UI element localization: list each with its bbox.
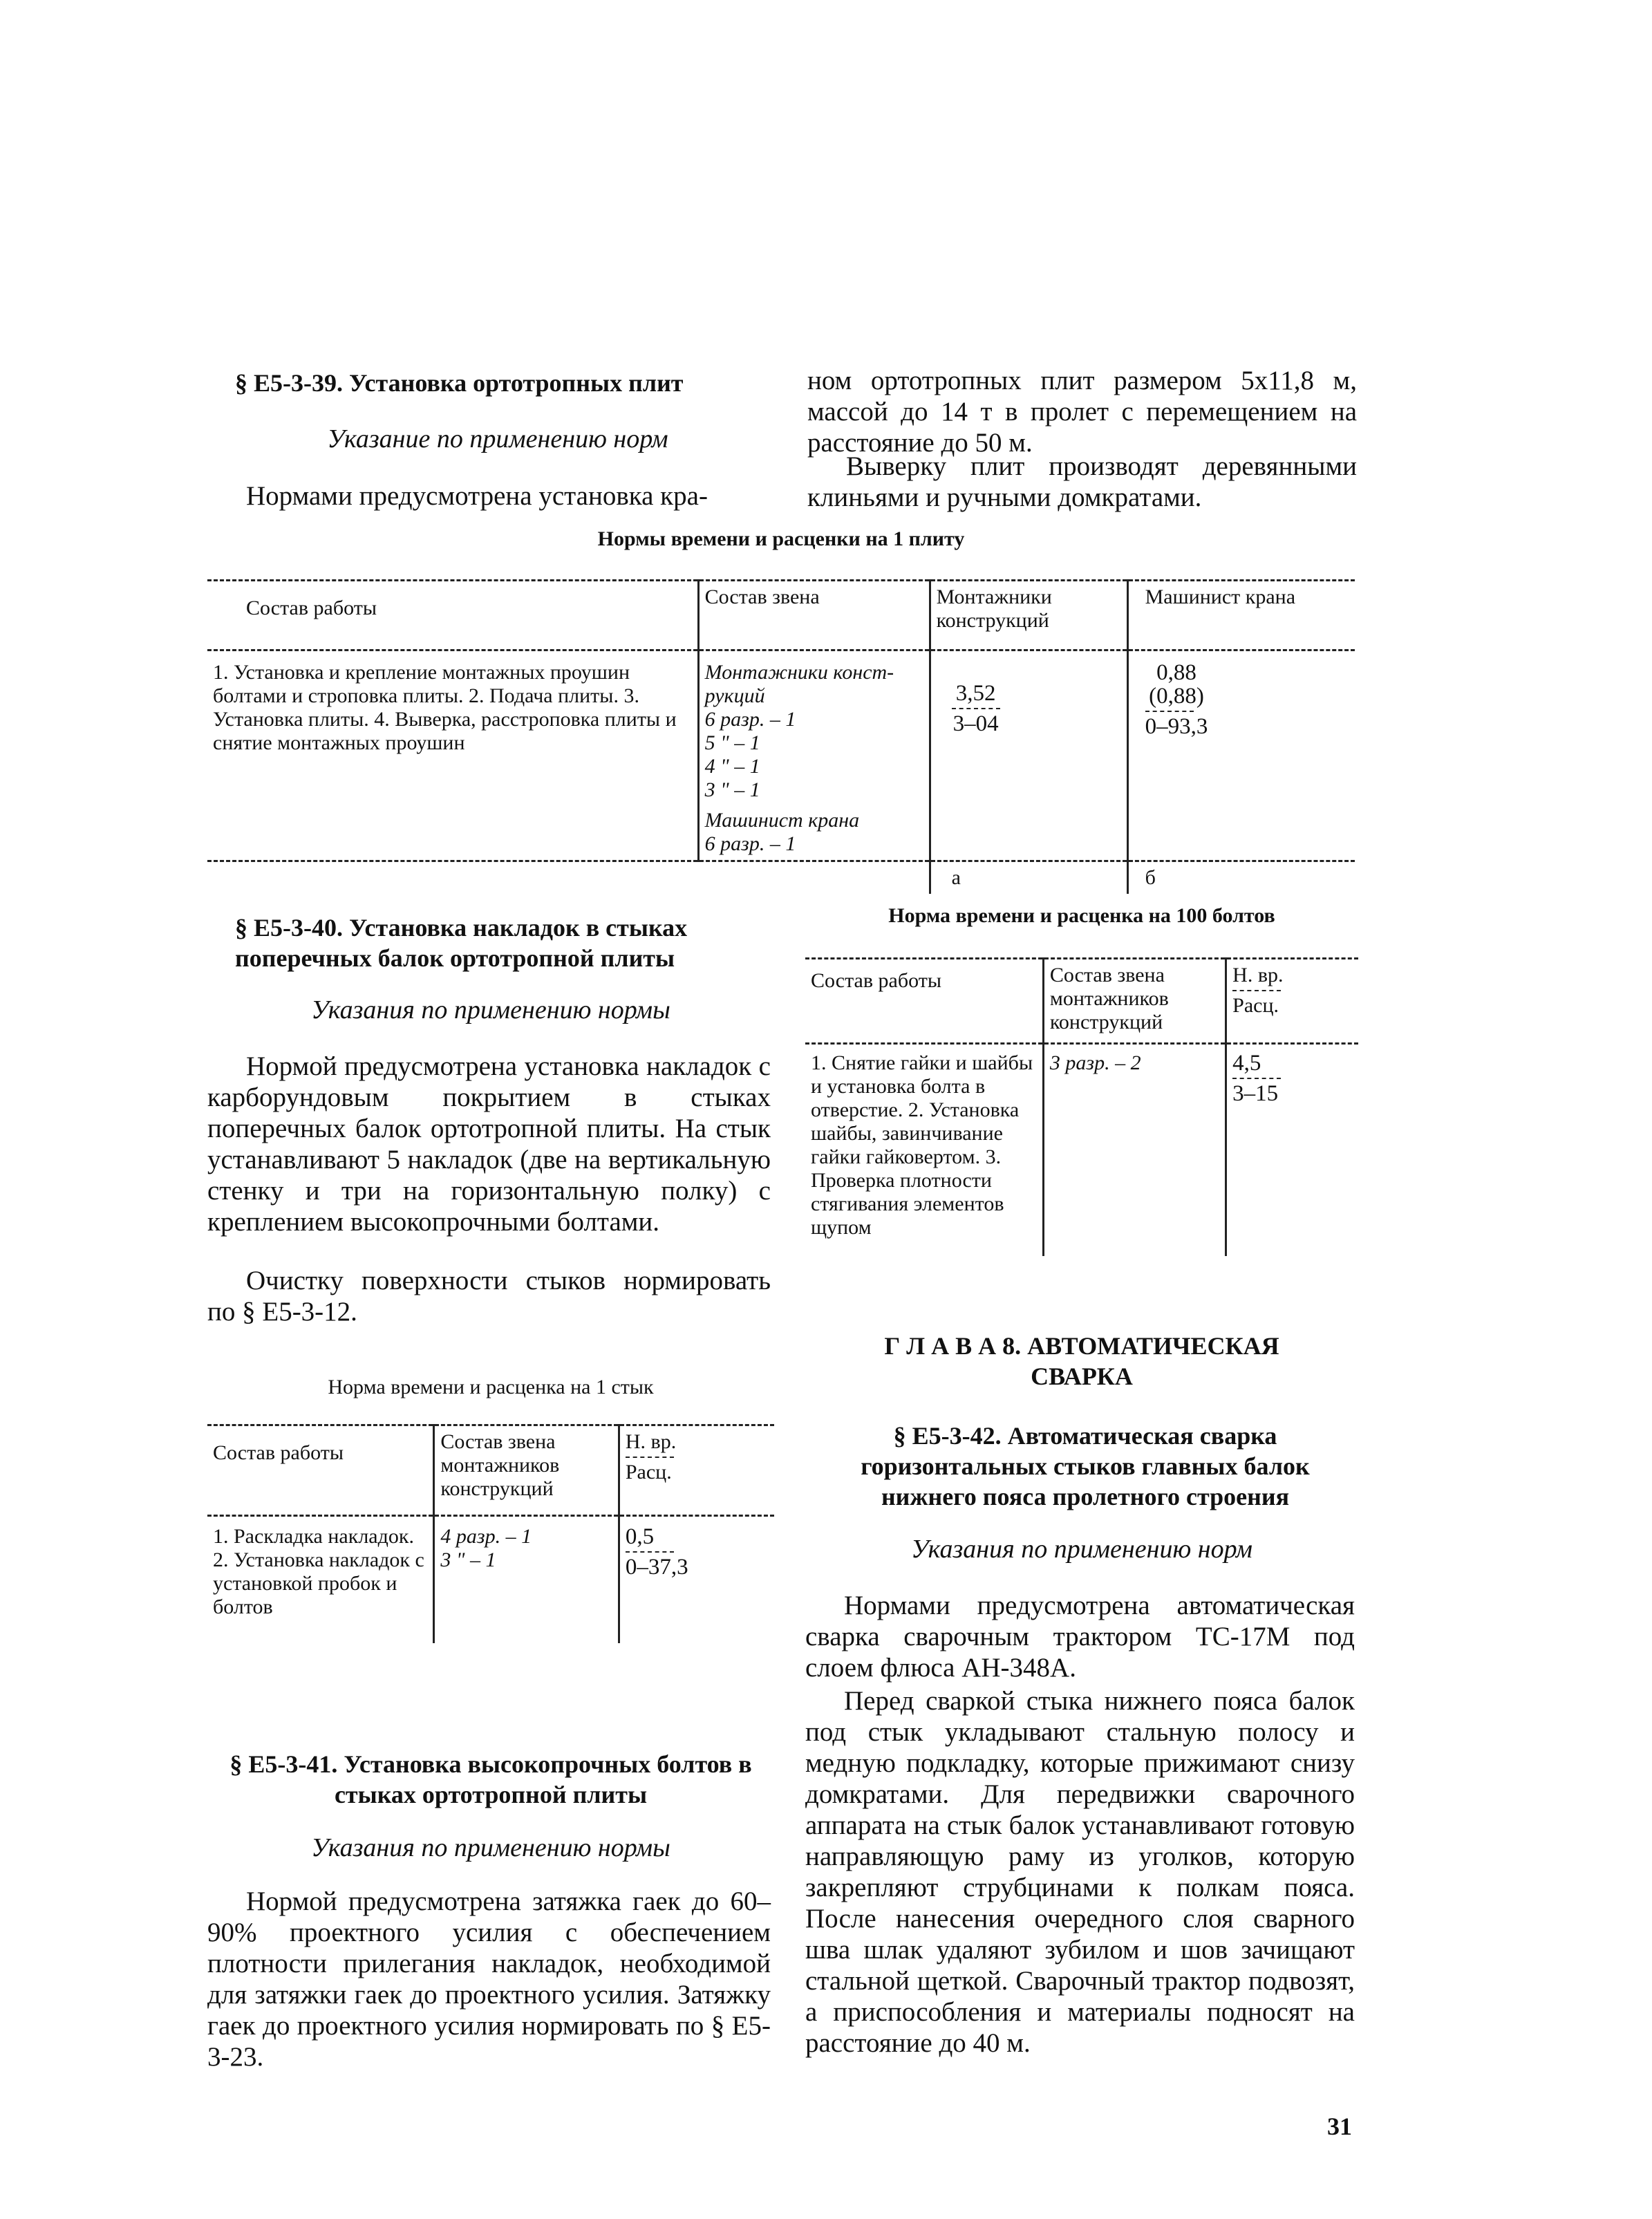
col-a-bottom: 3–04 [952, 711, 999, 736]
table-row [805, 1044, 1358, 1257]
section-39-table-caption: Нормы времени и расценки на 1 плиту [597, 527, 965, 550]
table-header-cell: Состав звена монтажников конструкций [1043, 959, 1226, 1044]
nvr-value: 0,5 [625, 1524, 655, 1549]
section-40-table-caption: Норма времени и расценка на 1 стык [328, 1376, 654, 1398]
rasc-value: 3–15 [1232, 1081, 1279, 1106]
work-description: 1. Установка и крепление монтажных проушин болтами и строповка плиты. 2. Подача плиты. 3. Установка плиты. 4. Выверка, расстроповка плиты и снятие монтажных проушин [207, 650, 698, 861]
crew-list [434, 1516, 619, 1644]
work-description: 1. Раскладка накладок. 2. Установка накладок с установкой пробок и болтов [207, 1516, 434, 1644]
crew-line: 6 разр. – 1 [704, 832, 796, 855]
section-39-paragraph-2: Выверку плит производят деревянными клиньями и ручными домкратами. [807, 451, 1357, 512]
col-a-label: а [930, 861, 1127, 895]
crew-line: Машинист крана [704, 809, 860, 832]
table-label-row [207, 861, 1355, 895]
crew-line: Монтажники конст-рукций [704, 661, 894, 707]
col-a-top: 3,52 [955, 681, 996, 706]
section-40-paragraph-2: Очистку поверхности стыков нормировать по § Е5-3-12. [207, 1266, 771, 1327]
header-rasc: Расц. [625, 1461, 672, 1483]
table-header-cell: Состав звена [698, 581, 930, 650]
col-b-top: 0,88 [1156, 660, 1196, 685]
section-42-subtitle: Указания по применению норм [911, 1535, 1252, 1564]
crew-line: 3 " – 1 [704, 778, 760, 801]
norm-values [1226, 1044, 1358, 1257]
section-40-title: § Е5-3-40. Установка накладок в стыках поперечных балок ортотропной плиты [235, 914, 688, 972]
table-header-cell [619, 1425, 774, 1516]
header-rasc: Расц. [1232, 994, 1279, 1017]
section-41-paragraph-1: Нормой предусмотрена затяжка гаек до 60–90% проектного усилия с обеспечением плотности прилегания накладок, необходимой для затяжки гаек до проектного усилия. Затяжку гаек до проектного усилия нормировать по § Е5-3-23. [207, 1886, 771, 2072]
section-39-table [207, 579, 1355, 894]
table-header-row [805, 959, 1358, 1044]
col-b-top2: (0,88) [1149, 684, 1204, 709]
table-header-row [207, 581, 1355, 650]
chapter-title: Г Л А В А 8. АВТОМАТИЧЕСКАЯ СВАРКА [884, 1332, 1279, 1390]
nvr-value: 4,5 [1232, 1051, 1261, 1076]
table-100 [805, 957, 1358, 1256]
section-42-title: § Е5-3-42. Автоматическая сварка горизонтальных стыков главных балок нижнего пояса пролетного строения [861, 1422, 1310, 1510]
table-header-cell: Состав звена монтажников конструкций [434, 1425, 619, 1516]
table-row [207, 1516, 774, 1644]
norm-values [619, 1516, 774, 1644]
col-b-bottom: 0–93,3 [1145, 714, 1208, 739]
work-description: 1. Снятие гайки и шайбы и установка болта в отверстие. 2. Установка шайбы, завинчивание гайки гайковертом. 3. Проверка плотности стягивания элементов щупом [805, 1044, 1043, 1257]
table-header-cell: Монтажники конструкций [930, 581, 1127, 650]
section-40-subtitle: Указания по применению нормы [311, 995, 670, 1024]
section-39-paragraph-1-cont: ном ортотропных плит размером 5х11,8 м, массой до 14 т в пролет с перемещением на расстояние до 50 м. [807, 366, 1357, 458]
section-42-paragraph-1: Нормами предусмотрена автоматическая сварка сварочным трактором ТС-17М под слоем флюса АН-348А. [805, 1591, 1355, 1683]
table-header-cell: Состав работы [207, 1425, 434, 1516]
col-b-values [1127, 650, 1355, 861]
section-42-paragraph-2: Перед сваркой стыка нижнего пояса балок под стык укладывают стальную полосу и медную подкладку, которые прижимают снизу домкратами. Для передвижки сварочного аппарата на стык балок устанавливают готовую направляющую раму из уголков, которую закрепляют струбцинами к полкам пояса. После нанесения очередного слоя сварного шва шлак удаляют зубилом и шов зачищают стальной щеткой. Сварочный трактор подвозят, а приспособления и материалы подносят на расстояние до 40 м. [805, 1686, 1355, 2058]
crew-list: 3 разр. – 2 [1043, 1044, 1226, 1257]
table-header-row [207, 1425, 774, 1516]
section-41-subtitle: Указания по применению нормы [311, 1833, 670, 1862]
page-number: 31 [1327, 2113, 1352, 2140]
col-b-label: б [1145, 866, 1156, 889]
crew-line: 4 разр. – 1 [440, 1525, 532, 1548]
table-header-cell: Состав работы [207, 581, 698, 650]
crew-list [698, 650, 930, 861]
section-41-title: § Е5-3-41. Установка высокопрочных болтов в стыках ортотропной плиты [229, 1750, 752, 1808]
header-nvr: Н. вр. [1232, 964, 1284, 986]
crew-line: 5 " – 1 [704, 731, 760, 754]
rasc-value: 0–37,3 [625, 1555, 688, 1580]
crew-line: 3 " – 1 [440, 1548, 496, 1571]
section-40-paragraph-1: Нормой предусмотрена установка накладок с карборундовым покрытием в стыках поперечных балок ортотропной плиты. На стык устанавливают 5 накладок (две на вертикальную стенку и три на горизонтальную полку) с креплением высокопрочными болтами. [207, 1051, 771, 1237]
crew-line: 6 разр. – 1 [704, 708, 796, 731]
table-row [207, 650, 1355, 861]
table-100-caption: Норма времени и расценка на 100 болтов [888, 904, 1275, 927]
table-header-cell [1226, 959, 1358, 1044]
section-39-paragraph-1: Нормами предусмотрена установка кра- [246, 481, 708, 511]
table-header-cell: Состав работы [805, 959, 1043, 1044]
section-39-subtitle: Указание по применению норм [327, 424, 668, 453]
col-a-values [930, 650, 1127, 861]
crew-line: 4 " – 1 [704, 755, 760, 778]
table-header-cell: Машинист крана [1145, 586, 1296, 608]
header-nvr: Н. вр. [625, 1430, 677, 1453]
section-39-title: § Е5-3-39. Установка ортотропных плит [235, 369, 684, 397]
section-40-table [207, 1424, 774, 1643]
